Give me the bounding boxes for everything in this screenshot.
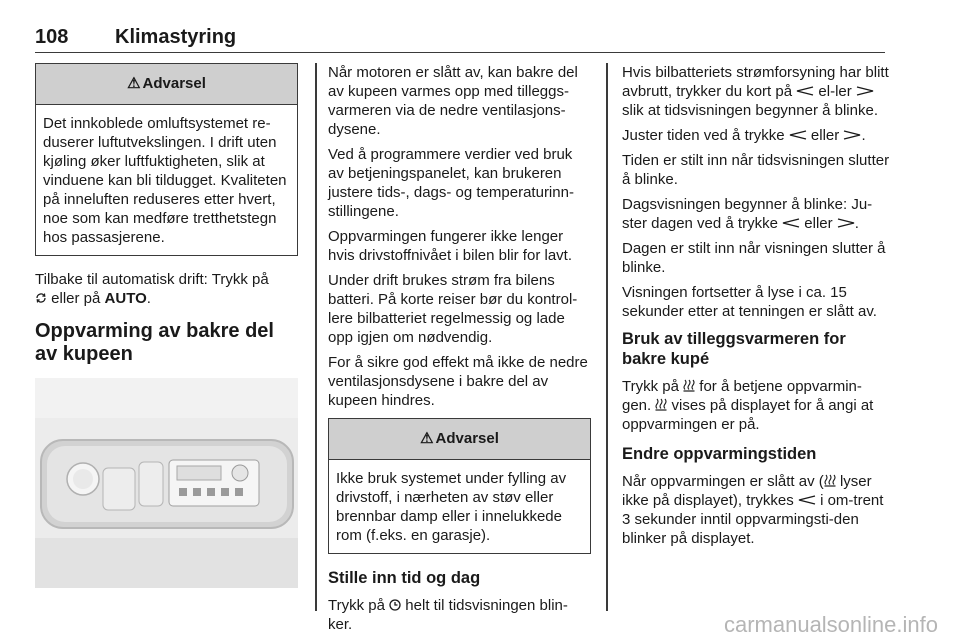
recirculation-icon	[35, 290, 47, 307]
arrow-right-icon	[843, 127, 861, 144]
warning-header	[329, 419, 590, 460]
warning-triangle-icon: ⚠	[420, 430, 434, 447]
paragraph: Trykk på for å betjene oppvarmin-gen. vises på displayet for å angi at oppvarmingen er på.	[622, 378, 874, 433]
paragraph: Ved å programmere verdier ved bruk av betjeningspanelet, kan brukeren justere tids-, dags- og temperaturinn-stillingene.	[328, 146, 574, 220]
warning-header	[36, 64, 297, 105]
warning-box-refueling	[328, 418, 591, 554]
paragraph: Under drift brukes strøm fra bilens batteri. På korte reiser bør du kontrol-lere bilbatteriet regelmessig og lade opp igjen om nødvendig.	[328, 272, 578, 346]
column-2	[328, 63, 591, 640]
watermark: carmanualsonline.info	[723, 612, 938, 637]
paragraph: Oppvarmingen fungerer ikke lenger hvis drivstoffnivået i bilen blir for lavt.	[328, 228, 572, 264]
auto-label: AUTO	[104, 290, 147, 307]
warning-title: Advarsel	[142, 75, 206, 92]
section-heading-set-time: Stille inn tid og dag	[328, 569, 481, 587]
column-divider-2	[606, 63, 608, 611]
arrow-left-icon	[789, 127, 807, 144]
arrow-right-icon	[837, 215, 855, 232]
warning-title: Advarsel	[435, 430, 499, 447]
paragraph: Tiden er stilt inn når tidsvisningen slutter å blinke.	[622, 152, 890, 188]
warning-box-recirculation	[35, 63, 298, 256]
column-divider-1	[315, 63, 317, 611]
warning-triangle-icon: ⚠	[127, 75, 141, 92]
heater-icon	[683, 378, 695, 395]
column-3	[622, 63, 890, 554]
paragraph: Juster tiden ved å trykke eller .	[622, 127, 866, 144]
paragraph: For å sikre god effekt må ikke de nedre ventilasjonsdysene i bakre del av kupeen hindres.	[328, 354, 588, 409]
paragraph: Trykk på helt til tidsvisningen blin-ker.	[328, 597, 568, 633]
paragraph: Når motoren er slått av, kan bakre del av kupeen varmes opp med tilleggs-varmeren via de nedre ventilasjons-dysene.	[328, 64, 578, 138]
heater-icon	[655, 397, 667, 414]
page-number: 108	[35, 26, 69, 48]
section-heading-change-heating-time: Endre oppvarmingstiden	[622, 445, 817, 463]
auto-return-text: Tilbake til automatisk drift: Trykk på eller på AUTO.	[35, 271, 269, 307]
arrow-right-icon	[856, 83, 874, 100]
page-header	[35, 26, 885, 53]
section-heading-aux-heater: Bruk av tilleggsvarmeren for bakre kupé	[622, 330, 846, 368]
paragraph: Når oppvarmingen er slått av ( lyser ikke på displayet), trykkes i om-trent 3 sekunder inntil oppvarmingsti-den blinker på displayet.	[622, 473, 884, 547]
control-panel-photo	[35, 378, 298, 588]
heater-icon	[824, 473, 836, 490]
paragraph: Visningen fortsetter å lyse i ca. 15 sekunder etter at tenningen er slått av.	[622, 284, 877, 320]
clock-icon	[389, 597, 401, 614]
chapter-title: Klimastyring	[115, 26, 237, 48]
paragraph: Dagsvisningen begynner å blinke: Ju-ster dagen ved å trykke eller .	[622, 196, 873, 232]
warning-body: Det innkoblede omluftsystemet re-duserer luftutvekslingen. I drift uten kjøling øker luftfuktigheten, slik at vinduene kan bli tildugget. Kvaliteten på inneluften reduseres etter hvert, noe som kan medføre tretthetstegn hos passasjerene.	[43, 115, 287, 246]
section-heading-rear-heating: Oppvarming av bakre del av kupeen	[35, 320, 274, 365]
warning-body: Ikke bruk systemet under fylling av drivstoff, i nærheten av støv eller brennbar damp eller i innelukkede rom (f.eks. en garasje).	[336, 470, 567, 544]
paragraph: Dagen er stilt inn når visningen slutter å blinke.	[622, 240, 886, 276]
arrow-left-icon	[798, 492, 816, 509]
arrow-left-icon	[796, 83, 814, 100]
column-1	[35, 63, 298, 588]
paragraph: Hvis bilbatteriets strømforsyning har blitt avbrutt, trykker du kort på el-ler slik at tidsvisningen begynner å blinke.	[622, 64, 889, 119]
arrow-left-icon	[782, 215, 800, 232]
